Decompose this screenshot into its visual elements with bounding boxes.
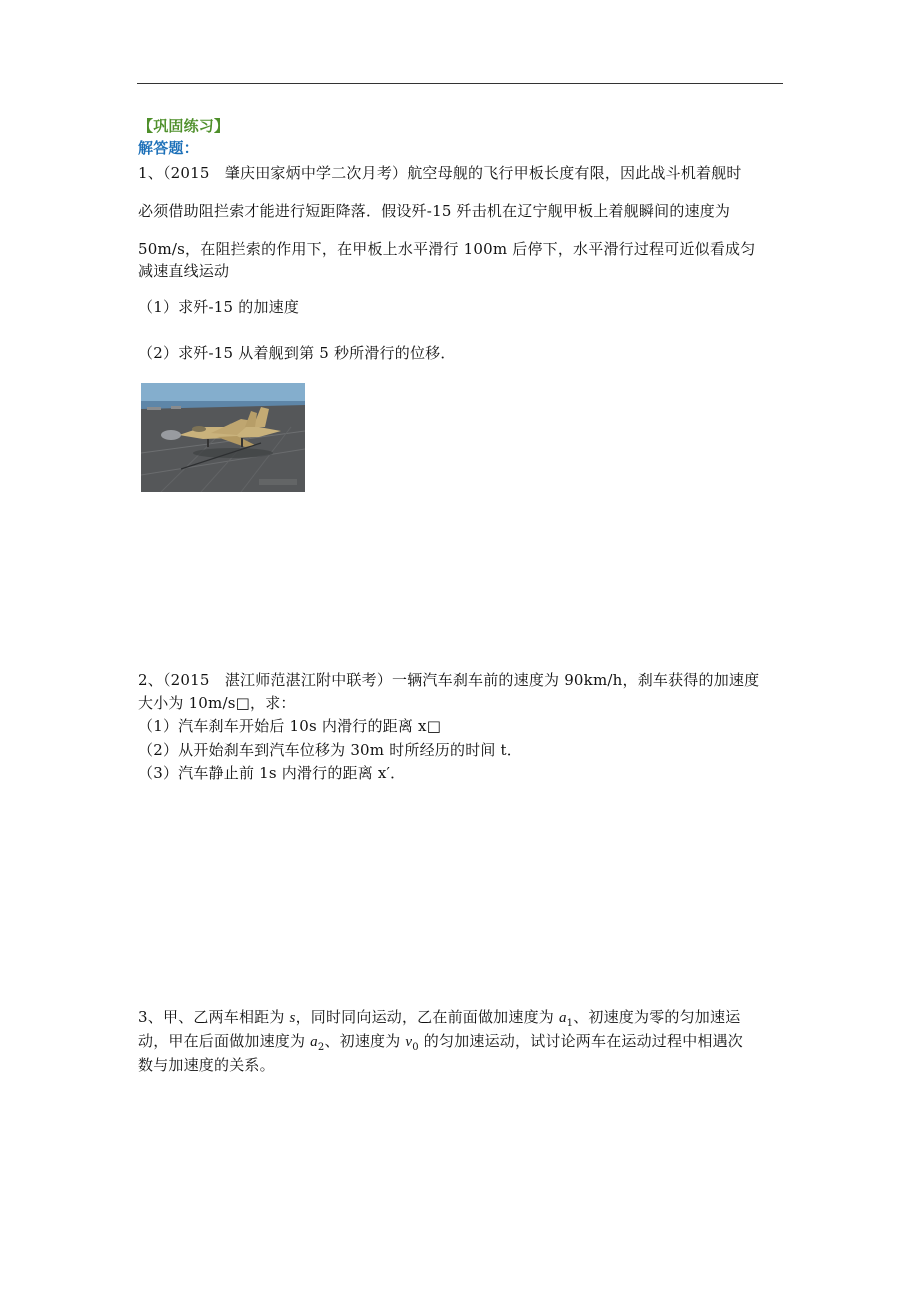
q1-line-4: 减速直线运动 — [138, 262, 230, 280]
q3-line-2-text-b: 、初速度为 — [324, 1032, 406, 1050]
section-title: 【巩固练习】 — [138, 117, 230, 135]
q2-line-2: 大小为 10m/s□，求： — [138, 694, 296, 712]
q3-var-v0-sub: 0 — [412, 1042, 419, 1053]
q1-sub-2: （2）求歼-15 从着舰到第 5 秒所滑行的位移． — [138, 344, 456, 362]
q3-line-3: 数与加速度的关系。 — [138, 1056, 275, 1074]
q1-line-2: 必须借助阻拦索才能进行短距降落．假设歼-15 歼击机在辽宁舰甲板上着舰瞬间的速度为 — [138, 202, 731, 220]
q3-var-a2: a — [310, 1034, 318, 1050]
section-subtitle: 解答题： — [138, 139, 199, 157]
q2-sub-2: （2）从开始刹车到汽车位移为 30m 时所经历的时间 t． — [138, 741, 522, 759]
q3-var-v0: v — [405, 1034, 413, 1050]
q3-line-1-text-c: 、初速度为零的匀加速运 — [573, 1008, 741, 1026]
q3-line-2-text-c: 的匀加速运动，试讨论两车在运动过程中相遇次 — [418, 1032, 743, 1050]
q3-line-2 — [138, 1031, 743, 1052]
q3-var-a1: a — [558, 1010, 567, 1026]
header-rule — [137, 83, 783, 84]
q1-line-3: 50m/s，在阻拦索的作用下，在甲板上水平滑行 100m 后停下，水平滑行过程可近似看成匀 — [138, 240, 756, 258]
q3-line-1-text-a: 3、甲、乙两车相距为 — [138, 1008, 290, 1026]
q3-var-s: s — [289, 1010, 296, 1026]
q3-line-2-text-a: 动，甲在后面做加速度为 — [138, 1032, 311, 1050]
q3-line-1 — [138, 1007, 740, 1028]
q3-var-a2-sub: 2 — [317, 1042, 325, 1053]
carrier-jet-photo — [141, 383, 305, 492]
q2-line-1: 2、（2015 湛江师范湛江附中联考）一辆汽车刹车前的速度为 90km/h，刹车获得的加速度 — [138, 671, 760, 689]
q3-var-a1-sub: 1 — [566, 1018, 574, 1029]
q1-line-1: 1、（2015 肇庆田家炳中学二次月考）航空母舰的飞行甲板长度有限，因此战斗机着舰时 — [138, 164, 742, 182]
q2-sub-1: （1）汽车刹车开始后 10s 内滑行的距离 x□ — [138, 717, 442, 735]
q3-line-1-text-b: ，同时同向运动，乙在前面做加速度为 — [295, 1008, 559, 1026]
q2-sub-3: （3）汽车静止前 1s 内滑行的距离 x′． — [138, 764, 406, 782]
q1-sub-1: （1）求歼-15 的加速度 — [138, 298, 300, 316]
